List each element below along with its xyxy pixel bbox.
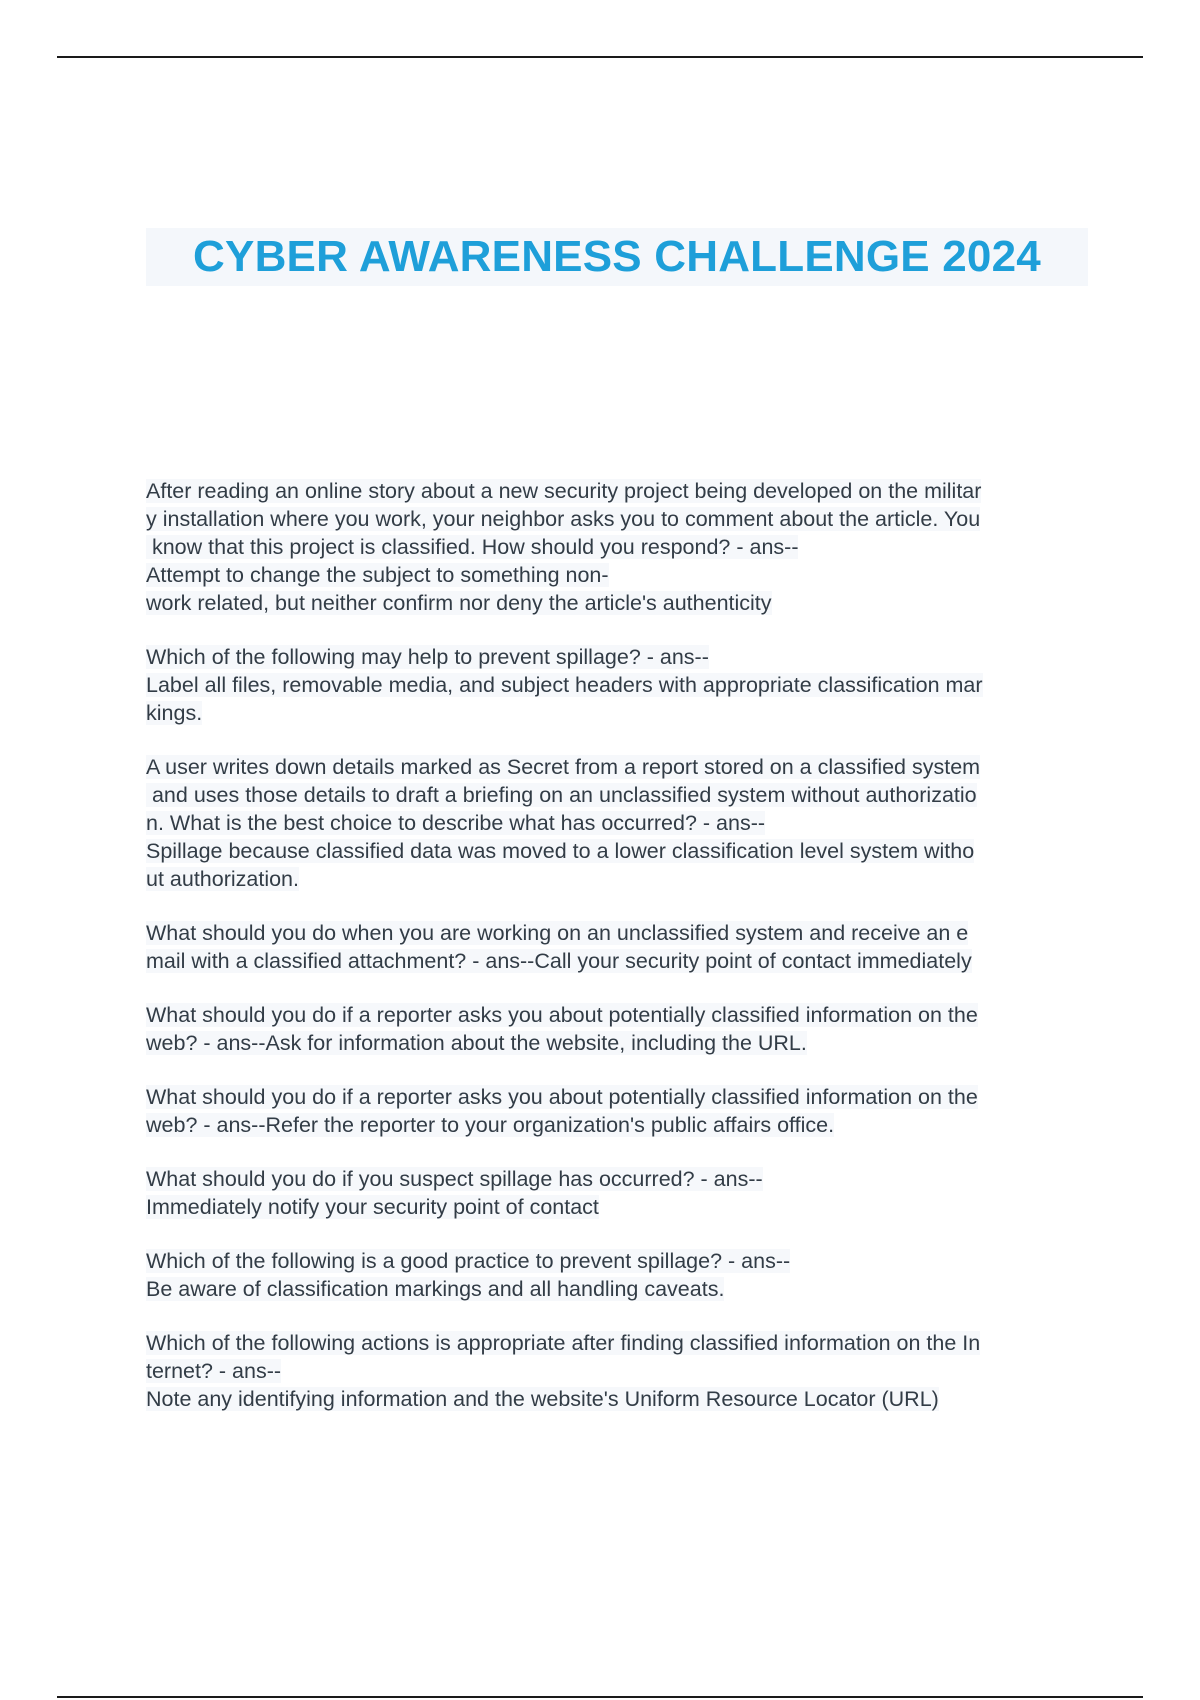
text-line (146, 1329, 1096, 1357)
text-line (146, 1357, 1096, 1385)
text-line (146, 1001, 1096, 1029)
text-line (146, 1111, 1096, 1139)
bottom-rule (57, 1696, 1143, 1698)
text-line-content: Spillage because classified data was moved to a lower classification level system witho (146, 839, 975, 863)
text-line-content: What should you do when you are working on an unclassified system and receive an e (146, 921, 969, 945)
text-line-content: mail with a classified attachment? - ans--Call your security point of contact immediately (146, 949, 972, 973)
text-line-content: Note any identifying information and the website's Uniform Resource Locator (URL) (146, 1387, 939, 1411)
text-line (146, 1193, 1096, 1221)
qa-item (146, 919, 1096, 975)
text-line-content: know that this project is classified. How should you respond? - ans-- (146, 535, 799, 559)
text-line-content: After reading an online story about a new security project being developed on the militar (146, 479, 982, 503)
text-line (146, 699, 1096, 727)
text-line-content: Label all files, removable media, and subject headers with appropriate classification mar (146, 673, 983, 697)
text-line-content: What should you do if you suspect spillage has occurred? - ans-- (146, 1167, 763, 1191)
qa-item (146, 1329, 1096, 1413)
text-line-content: ternet? - ans-- (146, 1359, 282, 1383)
text-line-content: y installation where you work, your neighbor asks you to comment about the article. You (146, 507, 981, 531)
top-rule (57, 56, 1143, 58)
qa-item (146, 1165, 1096, 1221)
qa-item (146, 643, 1096, 727)
text-line-content: web? - ans--Ask for information about the website, including the URL. (146, 1031, 807, 1055)
text-line-content: n. What is the best choice to describe what has occurred? - ans-- (146, 811, 766, 835)
text-line-content: What should you do if a reporter asks you about potentially classified information on the (146, 1085, 978, 1109)
text-line (146, 919, 1096, 947)
text-line-content: A user writes down details marked as Secret from a report stored on a classified system (146, 755, 981, 779)
text-line-content: Attempt to change the subject to something non- (146, 563, 609, 587)
text-line (146, 837, 1096, 865)
qa-item (146, 1247, 1096, 1303)
text-line-content: Immediately notify your security point of contact (146, 1195, 599, 1219)
text-line (146, 561, 1096, 589)
text-line-content: What should you do if a reporter asks you about potentially classified information on the (146, 1003, 978, 1027)
qa-item (146, 753, 1096, 893)
text-line (146, 809, 1096, 837)
text-line-content: and uses those details to draft a briefing on an unclassified system without authorizatio (146, 783, 977, 807)
qa-list (146, 477, 1096, 1439)
text-line (146, 477, 1096, 505)
text-line-content: kings. (146, 701, 203, 725)
text-line (146, 865, 1096, 893)
text-line (146, 1083, 1096, 1111)
text-line (146, 505, 1096, 533)
document-title: CYBER AWARENESS CHALLENGE 2024 (193, 232, 1041, 281)
text-line (146, 1275, 1096, 1303)
text-line (146, 589, 1096, 617)
text-line-content: Which of the following actions is appropriate after finding classified information on the In (146, 1331, 981, 1355)
qa-item (146, 1083, 1096, 1139)
text-line-content: ut authorization. (146, 867, 299, 891)
text-line (146, 1385, 1096, 1413)
text-line (146, 671, 1096, 699)
text-line (146, 1029, 1096, 1057)
text-line (146, 753, 1096, 781)
text-line-content: Which of the following is a good practice to prevent spillage? - ans-- (146, 1249, 791, 1273)
text-line-content: Be aware of classification markings and all handling caveats. (146, 1277, 725, 1301)
text-line (146, 781, 1096, 809)
text-line-content: web? - ans--Refer the reporter to your organization's public affairs office. (146, 1113, 835, 1137)
text-line (146, 1165, 1096, 1193)
text-line-content: Which of the following may help to prevent spillage? - ans-- (146, 645, 709, 669)
text-line (146, 533, 1096, 561)
text-line (146, 947, 1096, 975)
qa-item (146, 477, 1096, 617)
text-line-content: work related, but neither confirm nor deny the article's authenticity (146, 591, 772, 615)
qa-item (146, 1001, 1096, 1057)
text-line (146, 643, 1096, 671)
text-line (146, 1247, 1096, 1275)
